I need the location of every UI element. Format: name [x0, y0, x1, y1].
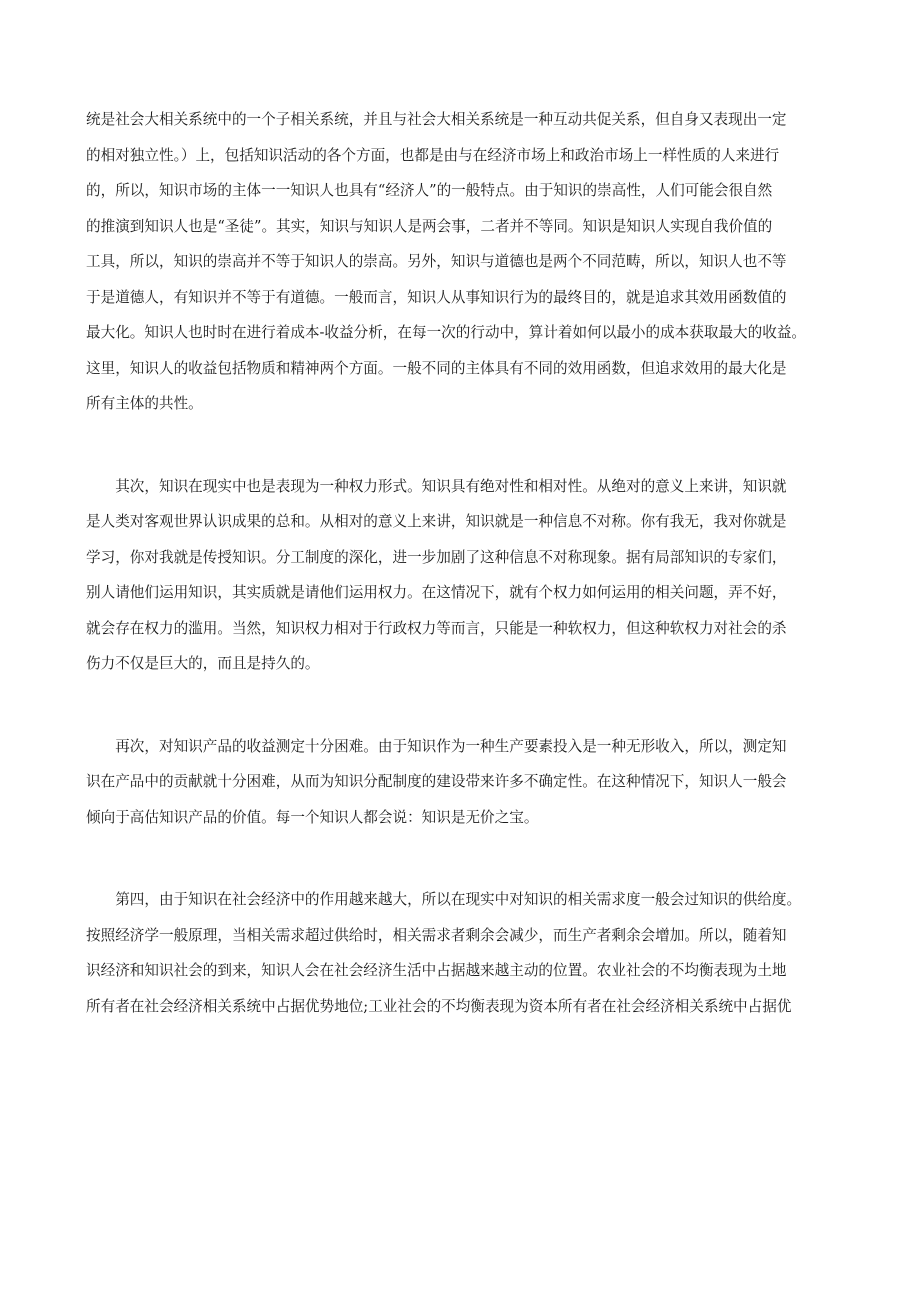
text-line: 按照经济学一般原理，当相关需求超过供给时，相关需求者剩余会减少，而生产者剩余会增加。所以，随着知 [86, 926, 787, 944]
text-line: 别人请他们运用知识，其实质就是请他们运用权力。在这情况下，就有个权力如何运用的相关问题，弄不好， [86, 584, 787, 601]
text-line: 是人类对客观世界认识成果的总和。从相对的意义上来讲，知识就是一种信息不对称。你有我无，我对你就是 [86, 513, 787, 530]
paragraph-4 [86, 882, 860, 1024]
text-line: 于是道德人，有知识并不等于有道德。一般而言，知识人从事知识行为的最终目的，就是追求其效用函数值的 [86, 288, 787, 306]
text-line: 其次，知识在现实中也是表现为一种权力形式。知识具有绝对性和相对性。从绝对的意义上来讲，知识就 [86, 477, 787, 495]
text-line: 的推演到知识人也是“圣徒”。其实，知识与知识人是两会事，二者并不等同。知识是知识人实现自我价值的 [86, 217, 773, 235]
paragraph-gap [86, 422, 860, 469]
text-line: 第四，由于知识在社会经济中的作用越来越大，所以在现实中对知识的相关需求度一般会过知识的供给度。 [86, 891, 802, 908]
text-line: 的，所以，知识市场的主体一一知识人也具有“经济人”的一般特点。由于知识的崇高性，人们可能会很自然 [86, 182, 773, 199]
text-line: 所有主体的共性。 [86, 395, 203, 412]
text-line: 最大化。知识人也时时在进行着成本-收益分析，在每一次的行动中，算计着如何以最小的成本获取最大的收益。 [86, 324, 807, 341]
text-line: 伤力不仅是巨大的，而且是持久的。 [86, 655, 320, 672]
text-line: 识经济和知识社会的到来，知识人会在社会经济生活中占据越来越主动的位置。农业社会的不均衡表现为土地 [86, 962, 787, 979]
text-line: 学习，你对我就是传授知识。分工制度的深化，进一步加剧了这种信息不对称现象。据有局部知识的专家们， [86, 548, 787, 566]
paragraph-2 [86, 469, 860, 682]
paragraph-3 [86, 729, 860, 836]
text-line: 倾向于高估知识产品的价值。每一个知识人都会说：知识是无价之宝。 [86, 808, 539, 826]
text-line: 再次，对知识产品的收益测定十分困难。由于知识作为一种生产要素投入是一种无形收入，所以，测定知 [86, 737, 787, 755]
text-line: 就会存在权力的滥用。当然，知识权力相对于行政权力等而言，只能是一种软权力，但这种软权力对社会的杀 [86, 619, 787, 637]
paragraph-gap [86, 682, 860, 729]
text-line: 这里，知识人的收益包括物质和精神两个方面。一般不同的主体具有不同的效用函数，但追求效用的最大化是 [86, 359, 787, 377]
paragraph-1 [86, 102, 860, 422]
text-line: 工具，所以，知识的崇高并不等于知识人的崇高。另外，知识与道德也是两个不同范畴，所以，知识人也不等 [86, 253, 787, 270]
text-line: 统是社会大相关系统中的一个子相关系统，并且与社会大相关系统是一种互动共促关系，但自身又表现出一定 [86, 111, 787, 128]
paragraph-gap [86, 835, 860, 882]
text-line: 的相对独立性。）上，包括知识活动的各个方面，也都是由与在经济市场上和政治市场上一样性质的人来进行 [86, 146, 780, 164]
text-line: 所有者在社会经济相关系统中占据优势地位;工业社会的不均衡表现为资本所有者在社会经济相关系统中占据优 [86, 997, 792, 1015]
text-line: 识在产品中的贡献就十分困难，从而为知识分配制度的建设带来许多不确定性。在这种情况下，知识人一般会 [86, 773, 787, 790]
